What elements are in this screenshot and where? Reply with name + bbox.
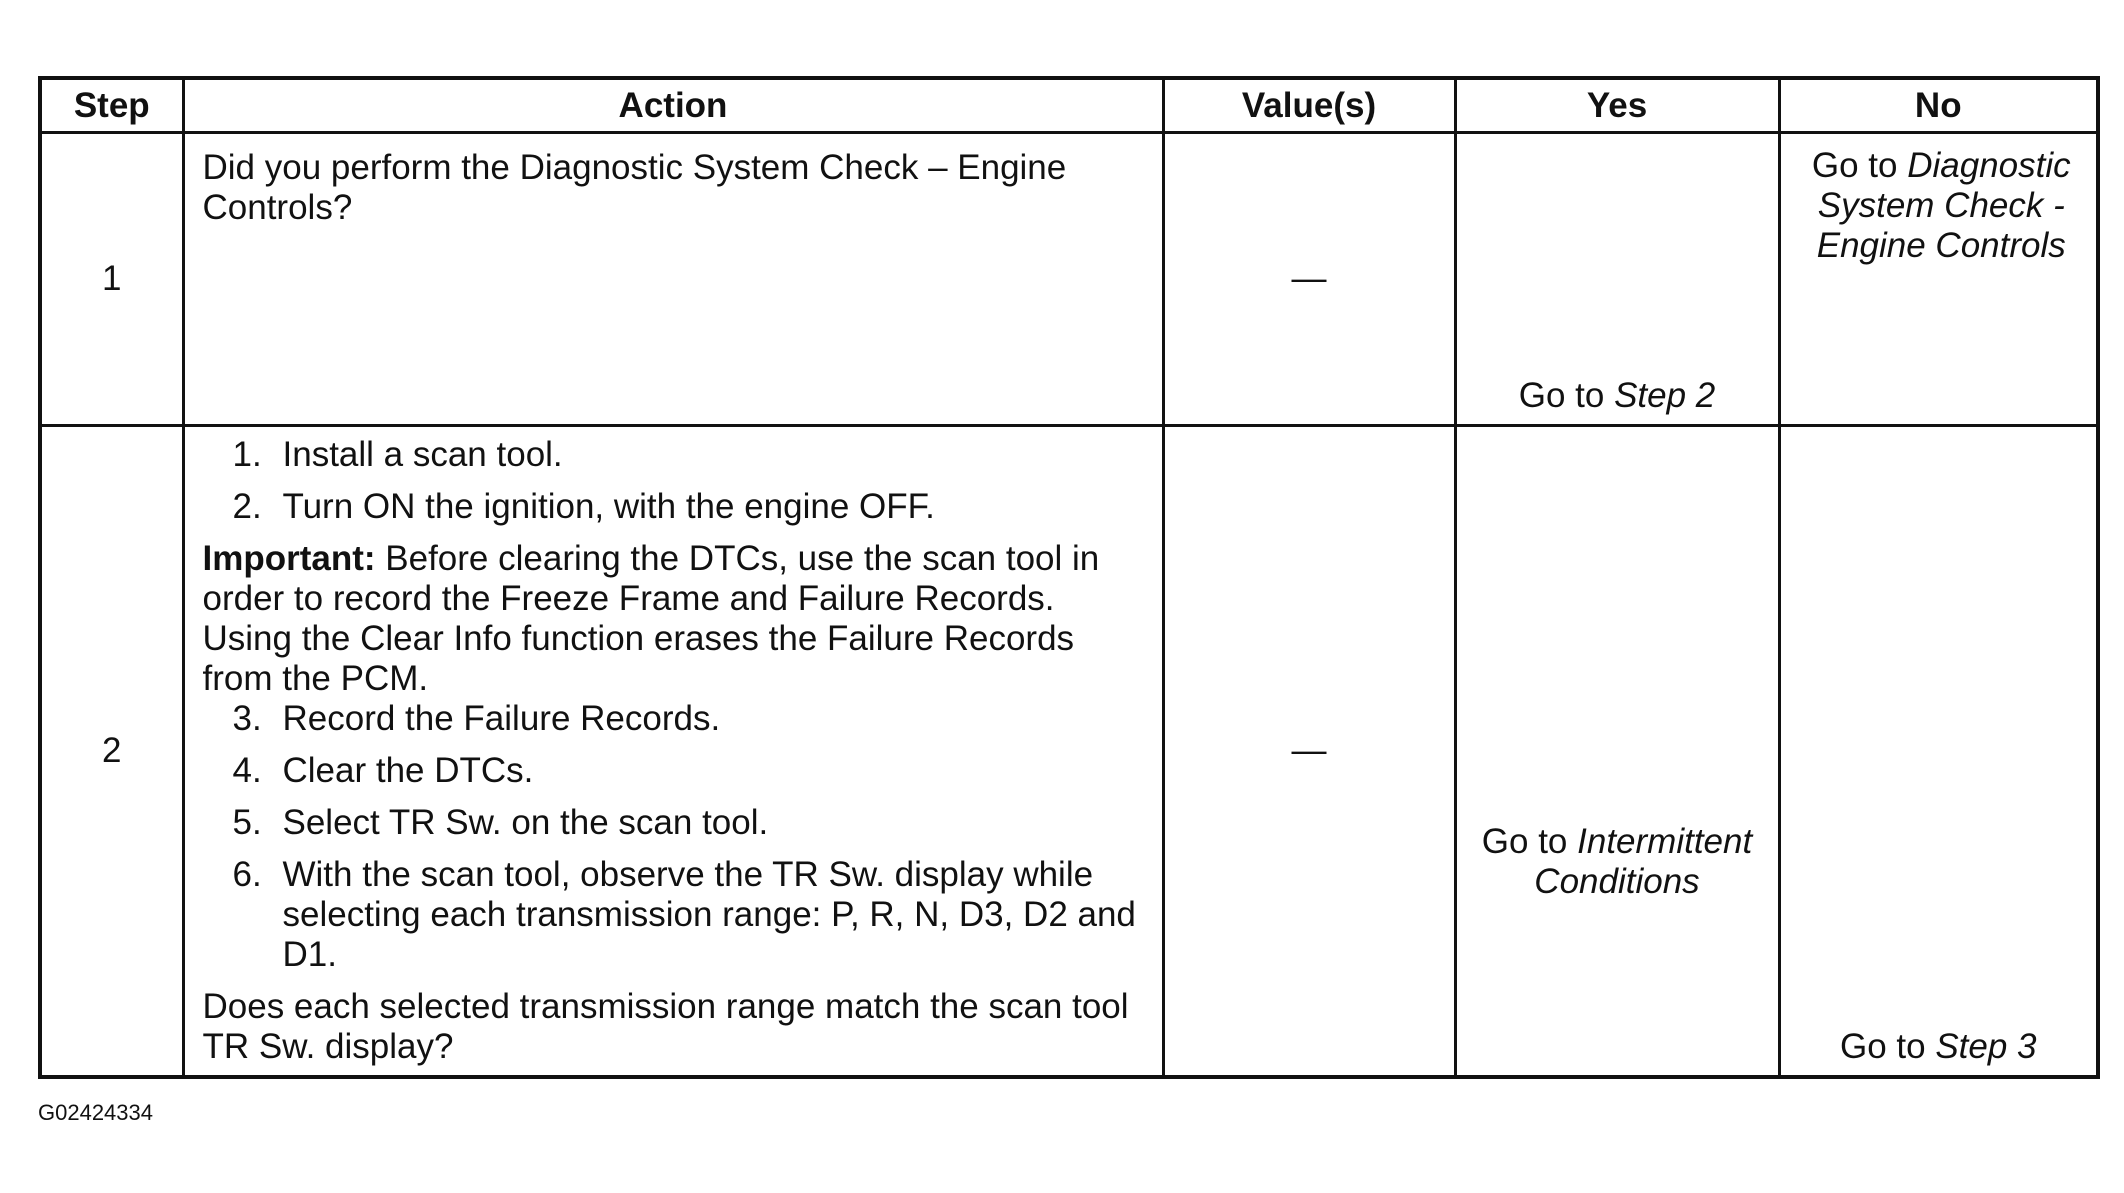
action-question: Did you perform the Diagnostic System Check – Engine Controls? — [202, 148, 1067, 227]
step-list-a — [203, 435, 1142, 527]
list-text: Install a scan tool. — [282, 435, 563, 474]
yes-instruction — [1457, 822, 1778, 902]
diagnostic-table — [38, 76, 2100, 1079]
list-item — [203, 855, 1142, 975]
yes-prefix: Go to — [1518, 376, 1615, 415]
step-number: 2 — [40, 426, 183, 1078]
action-cell — [183, 133, 1163, 426]
yes-link[interactable]: Step 2 — [1614, 376, 1716, 415]
list-item — [203, 435, 1142, 475]
no-prefix: Go to — [1839, 1027, 1936, 1066]
list-text: Record the Failure Records. — [282, 699, 721, 738]
header-no: No — [1779, 78, 2098, 133]
yes-cell — [1455, 426, 1779, 1078]
no-instruction — [1781, 134, 2097, 266]
list-number: 6. — [232, 855, 262, 894]
no-instruction — [1781, 1027, 2097, 1067]
yes-cell — [1455, 133, 1779, 426]
no-prefix: Go to — [1811, 146, 1908, 185]
no-link[interactable]: Diagnostic System Check - Engine Controls — [1816, 146, 2071, 265]
list-number: 4. — [232, 751, 262, 790]
list-text: With the scan tool, observe the TR Sw. display while selecting each transmission range: P, R, N, D3, D2 and D1. — [282, 855, 1136, 974]
list-text: Turn ON the ignition, with the engine OFF. — [282, 487, 935, 526]
list-number: 5. — [232, 803, 262, 842]
important-note — [203, 539, 1142, 699]
value-cell: — — [1163, 133, 1455, 426]
header-yes: Yes — [1455, 78, 1779, 133]
list-item — [203, 751, 1142, 791]
yes-link[interactable]: Intermittent Conditions — [1534, 822, 1753, 901]
list-item — [203, 487, 1142, 527]
important-label: Important: — [202, 539, 376, 578]
list-text: Clear the DTCs. — [282, 751, 534, 790]
header-values: Value(s) — [1163, 78, 1455, 133]
list-item — [203, 803, 1142, 843]
action-question: Does each selected transmission range match the scan tool TR Sw. display? — [202, 987, 1129, 1066]
list-number: 1. — [232, 435, 262, 474]
yes-instruction — [1457, 376, 1778, 416]
important-text: Before clearing the DTCs, use the scan tool in order to record the Freeze Frame and Failure Records. Using the Clear Info function erases the Failure Records from the PCM. — [202, 539, 1100, 698]
no-cell — [1779, 133, 2098, 426]
step-number: 1 — [40, 133, 183, 426]
action-cell — [183, 426, 1163, 1078]
list-item — [203, 699, 1142, 739]
table-row — [40, 426, 2098, 1078]
no-cell — [1779, 426, 2098, 1078]
figure-id: G02424334 — [38, 1100, 153, 1125]
yes-prefix: Go to — [1481, 822, 1578, 861]
list-number: 2. — [232, 487, 262, 526]
value-cell: — — [1163, 426, 1455, 1078]
list-text: Select TR Sw. on the scan tool. — [282, 803, 769, 842]
header-step: Step — [40, 78, 183, 133]
header-row — [40, 78, 2098, 133]
no-link[interactable]: Step 3 — [1935, 1027, 2037, 1066]
step-list-b — [203, 699, 1142, 975]
header-action: Action — [183, 78, 1163, 133]
list-number: 3. — [232, 699, 262, 738]
table-row — [40, 133, 2098, 426]
